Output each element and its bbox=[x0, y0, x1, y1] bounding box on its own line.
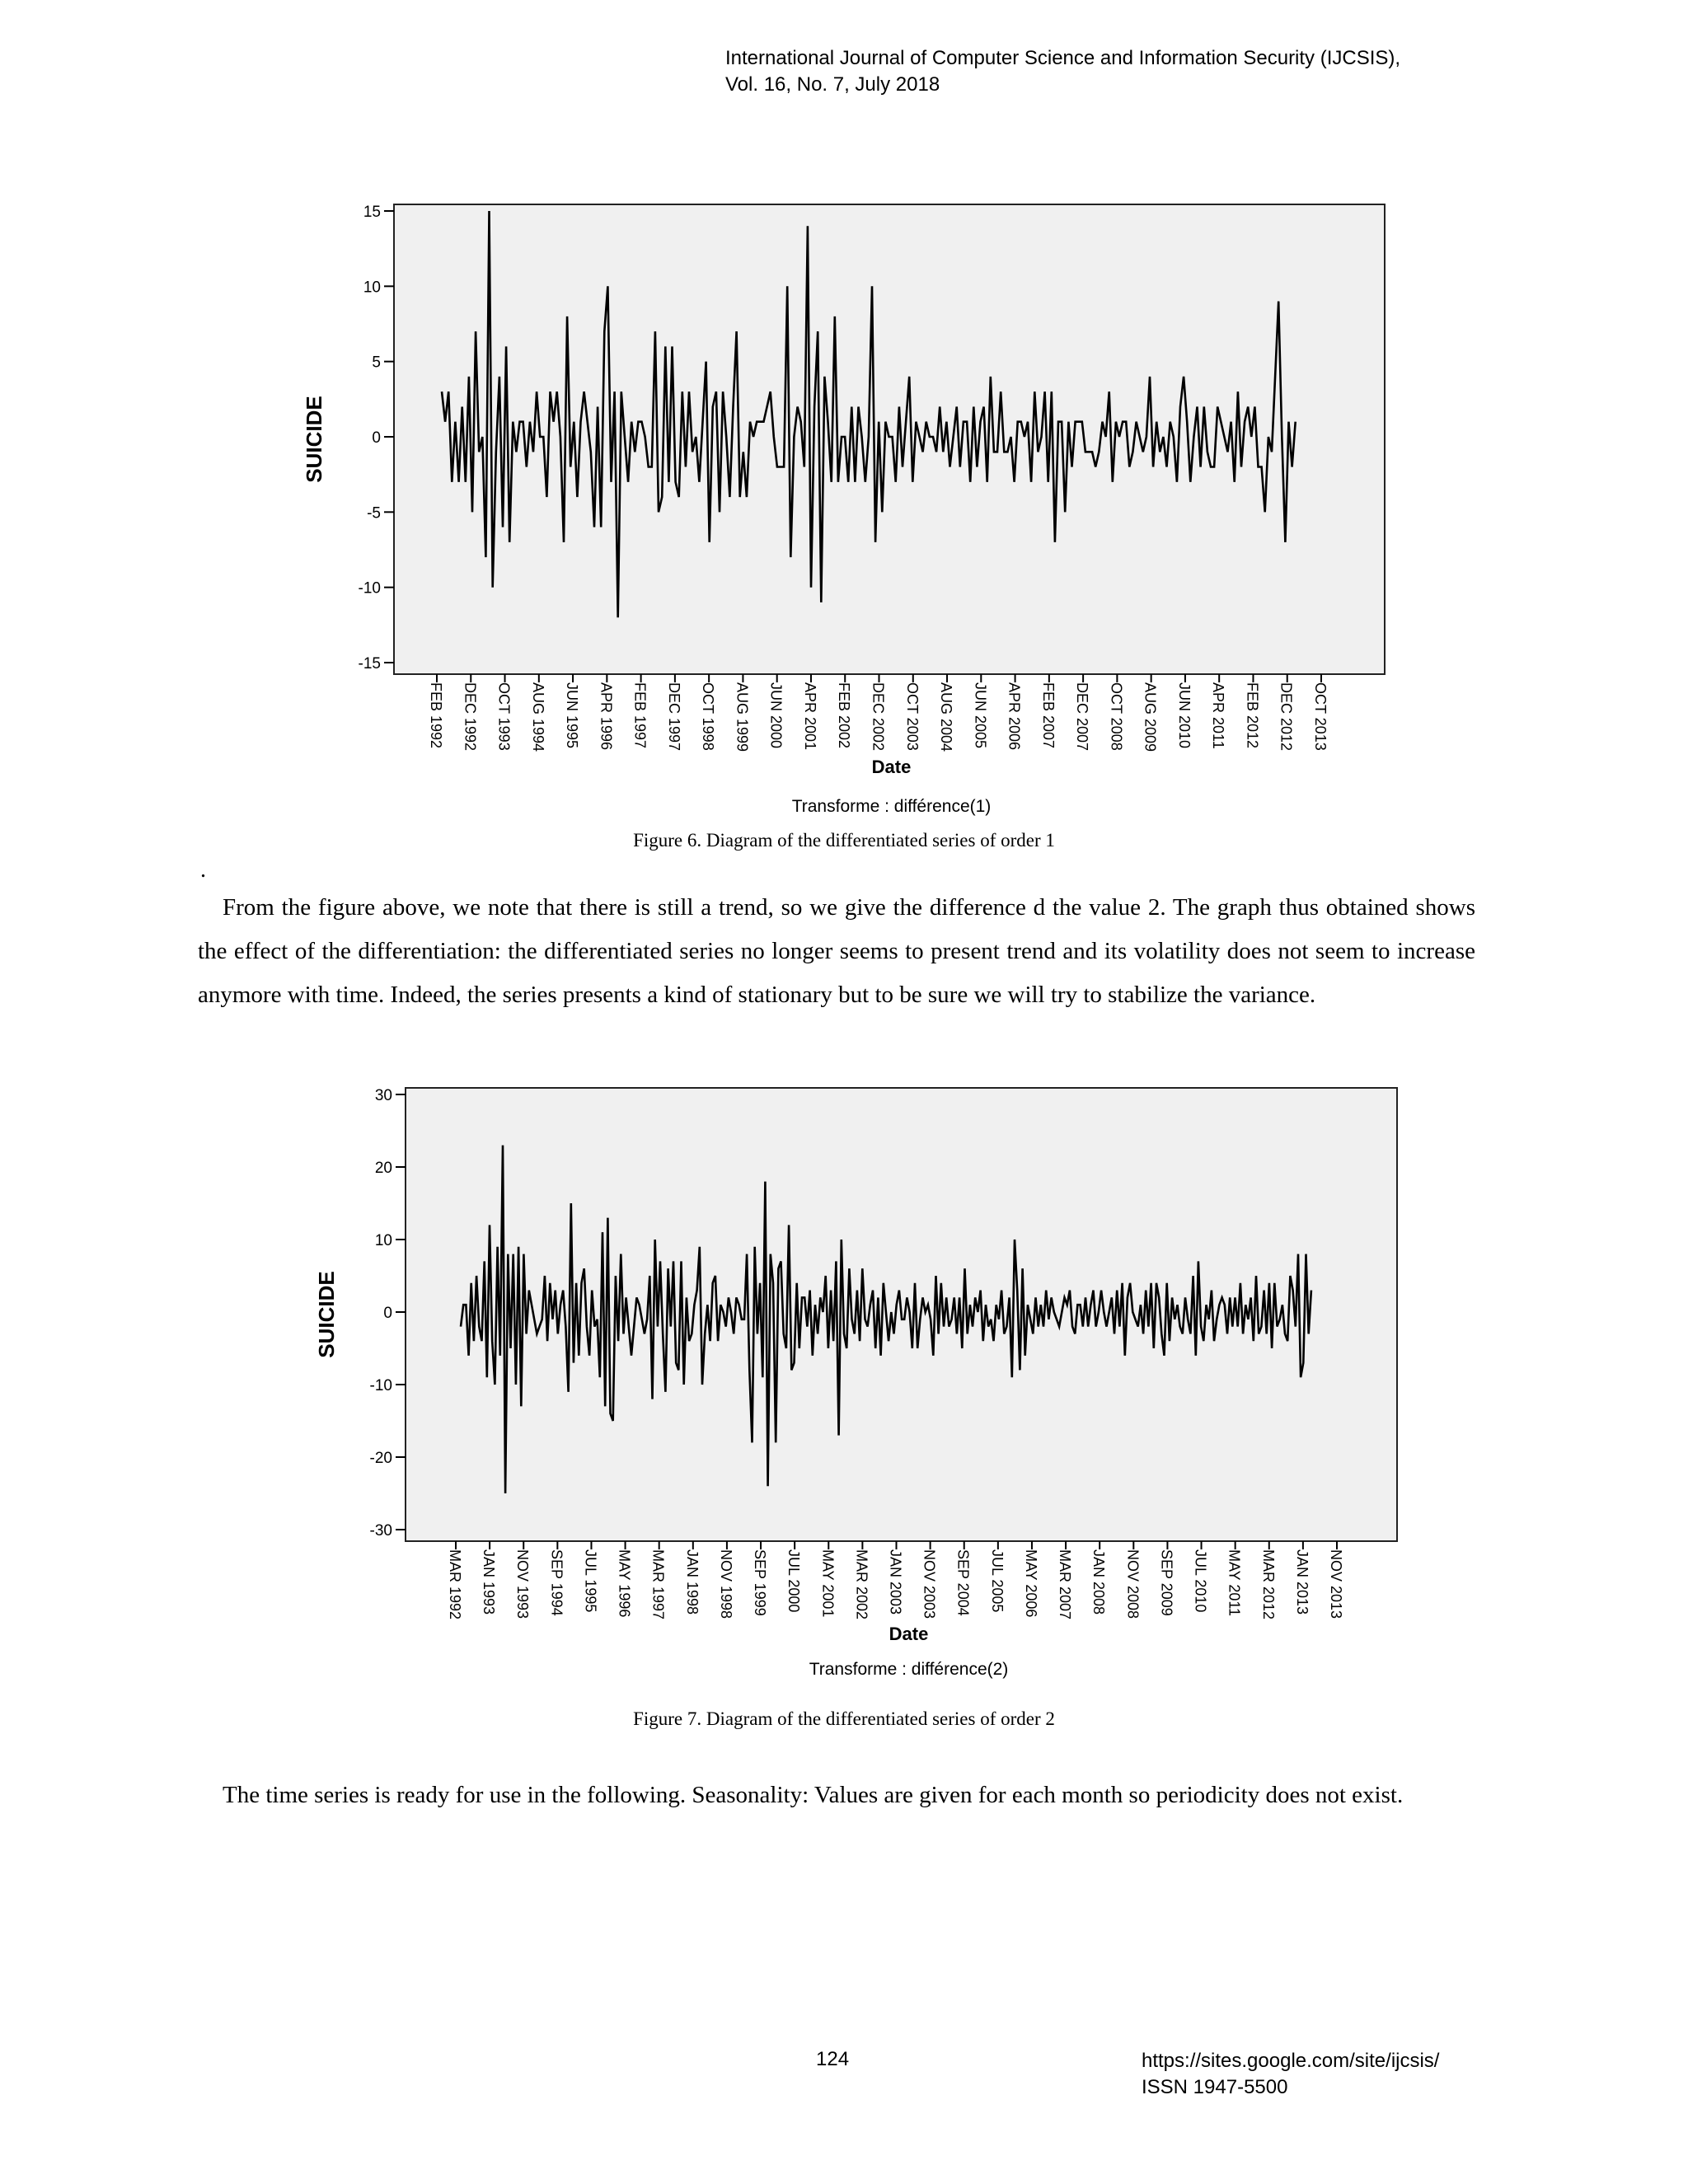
x-tick-label: OCT 1998 bbox=[700, 682, 717, 751]
y-tick-label: 0 bbox=[372, 429, 381, 447]
x-tick-label: OCT 2013 bbox=[1312, 682, 1329, 751]
x-tick-label: JAN 2013 bbox=[1293, 1549, 1311, 1615]
x-tick-label: AUG 2009 bbox=[1142, 682, 1159, 752]
figure6-caption: Figure 6. Diagram of the differentiated series of order 1 bbox=[633, 830, 1055, 851]
journal-title-line: International Journal of Computer Science and Information Security (IJCSIS), bbox=[725, 47, 1401, 69]
y-tick-label: -10 bbox=[358, 579, 381, 598]
x-tick-label: SEP 1994 bbox=[548, 1549, 565, 1616]
x-tick-label: JUL 2000 bbox=[785, 1549, 803, 1613]
x-tick-label: MAY 2001 bbox=[819, 1549, 837, 1618]
x-tick-label: OCT 1993 bbox=[495, 682, 513, 751]
x-tick-label: JUL 2010 bbox=[1192, 1549, 1209, 1613]
x-tick-label: NOV 1993 bbox=[514, 1549, 532, 1619]
x-tick-label: JUN 2005 bbox=[972, 682, 989, 749]
x-tick-label: FEB 2012 bbox=[1244, 682, 1261, 749]
x-tick-label: JUN 2010 bbox=[1175, 682, 1193, 749]
x-tick-label: DEC 1992 bbox=[462, 682, 479, 752]
x-tick-label: OCT 2003 bbox=[903, 682, 921, 751]
x-tick-label: SEP 1999 bbox=[752, 1549, 769, 1616]
figure7-y-ticks bbox=[370, 1087, 406, 1540]
x-tick-label: SEP 2004 bbox=[954, 1549, 972, 1616]
body-paragraph-2: The time series is ready for use in the following. Seasonality: Values are given for each month so periodicity does not exist. bbox=[223, 1782, 1404, 1808]
x-tick-label: MAY 2006 bbox=[1022, 1549, 1039, 1618]
x-tick-label: FEB 1992 bbox=[428, 682, 444, 749]
x-tick-label: DEC 2007 bbox=[1074, 682, 1091, 752]
x-tick-label: DEC 1997 bbox=[665, 682, 682, 752]
y-tick-label: -15 bbox=[358, 655, 381, 673]
x-tick-label: AUG 1999 bbox=[734, 682, 751, 752]
body-paragraph-1: From the figure above, we note that there is still a trend, so we give the difference d the value 2. The graph thus obtained shows the effect of the differentiation: the differentiated series no longer seems to present trend and its volatility does not seem to increase anymore with time. Indeed, the series presents a kind of stationary but to be sure we will try to stabilize the variance. bbox=[198, 894, 1475, 1008]
x-tick-label: DEC 2012 bbox=[1278, 682, 1295, 752]
x-tick-label: MAY 2011 bbox=[1226, 1549, 1243, 1617]
x-tick-label: AUG 1994 bbox=[529, 682, 546, 752]
figure6-x-axis-label: Date bbox=[871, 757, 912, 777]
footer-info bbox=[1142, 2048, 1439, 2101]
stray-period: . bbox=[200, 857, 206, 883]
x-tick-label: FEB 2007 bbox=[1039, 682, 1057, 749]
x-tick-label: MAR 1992 bbox=[447, 1549, 463, 1620]
x-tick-label: APR 2006 bbox=[1006, 682, 1023, 751]
figure7-transform-label: Transforme : différence(2) bbox=[809, 1660, 1009, 1679]
y-tick-label: 20 bbox=[374, 1160, 392, 1177]
x-tick-label: JAN 1993 bbox=[481, 1549, 498, 1615]
x-tick-label: JUN 2000 bbox=[767, 682, 785, 749]
footer-issn: ISSN 1947-5500 bbox=[1142, 2076, 1288, 2098]
x-tick-label: NOV 2008 bbox=[1124, 1549, 1142, 1619]
y-tick-label: -20 bbox=[369, 1450, 392, 1467]
figure7-y-axis-label: SUICIDE bbox=[314, 1271, 339, 1358]
x-tick-label: JUL 1995 bbox=[582, 1549, 599, 1613]
figure7-x-ticks bbox=[447, 1541, 1344, 1619]
y-tick-label: -5 bbox=[367, 504, 381, 523]
x-tick-label: NOV 2013 bbox=[1328, 1549, 1344, 1619]
x-tick-label: OCT 2008 bbox=[1108, 682, 1125, 751]
x-tick-label: SEP 2009 bbox=[1158, 1549, 1175, 1616]
x-tick-label: MAR 2007 bbox=[1057, 1549, 1074, 1620]
x-tick-label: JAN 1998 bbox=[683, 1549, 701, 1615]
x-tick-label: DEC 2002 bbox=[870, 682, 887, 752]
x-tick-label: APR 2011 bbox=[1210, 682, 1227, 749]
x-tick-label: MAR 1997 bbox=[649, 1549, 667, 1620]
figure6-transform-label: Transforme : différence(1) bbox=[791, 797, 992, 816]
figure7-x-axis-label: Date bbox=[889, 1624, 929, 1644]
y-tick-label: 10 bbox=[363, 279, 381, 297]
y-tick-label: -10 bbox=[369, 1377, 392, 1394]
page-number: 124 bbox=[816, 2048, 850, 2070]
x-tick-label: JUN 1995 bbox=[564, 682, 581, 749]
x-tick-label: AUG 2004 bbox=[938, 682, 955, 752]
x-tick-label: MAY 1996 bbox=[616, 1549, 633, 1618]
x-tick-label: JAN 2003 bbox=[887, 1549, 904, 1615]
x-tick-label: JAN 2008 bbox=[1090, 1549, 1108, 1615]
x-tick-label: FEB 2002 bbox=[836, 682, 853, 749]
x-tick-label: APR 2001 bbox=[801, 682, 818, 751]
figure7-caption: Figure 7. Diagram of the differentiated series of order 2 bbox=[633, 1708, 1055, 1729]
y-tick-label: 5 bbox=[372, 354, 381, 372]
x-tick-label: NOV 2003 bbox=[921, 1549, 938, 1619]
x-tick-label: NOV 1998 bbox=[717, 1549, 734, 1619]
y-tick-label: 15 bbox=[363, 204, 381, 221]
journal-volume-line: Vol. 16, No. 7, July 2018 bbox=[725, 73, 940, 96]
x-tick-label: FEB 1997 bbox=[631, 682, 649, 749]
y-tick-label: -30 bbox=[369, 1522, 392, 1540]
figure6-y-axis-label: SUICIDE bbox=[302, 396, 326, 483]
y-tick-label: 0 bbox=[383, 1305, 392, 1322]
y-tick-label: 10 bbox=[374, 1232, 392, 1249]
x-tick-label: MAR 2012 bbox=[1259, 1549, 1277, 1620]
footer-url: https://sites.google.com/site/ijcsis/ bbox=[1142, 2050, 1440, 2072]
x-tick-label: MAR 2002 bbox=[853, 1549, 870, 1620]
x-tick-label: APR 1996 bbox=[598, 682, 615, 751]
y-tick-label: 30 bbox=[374, 1087, 392, 1104]
x-tick-label: JUL 2005 bbox=[988, 1549, 1006, 1613]
